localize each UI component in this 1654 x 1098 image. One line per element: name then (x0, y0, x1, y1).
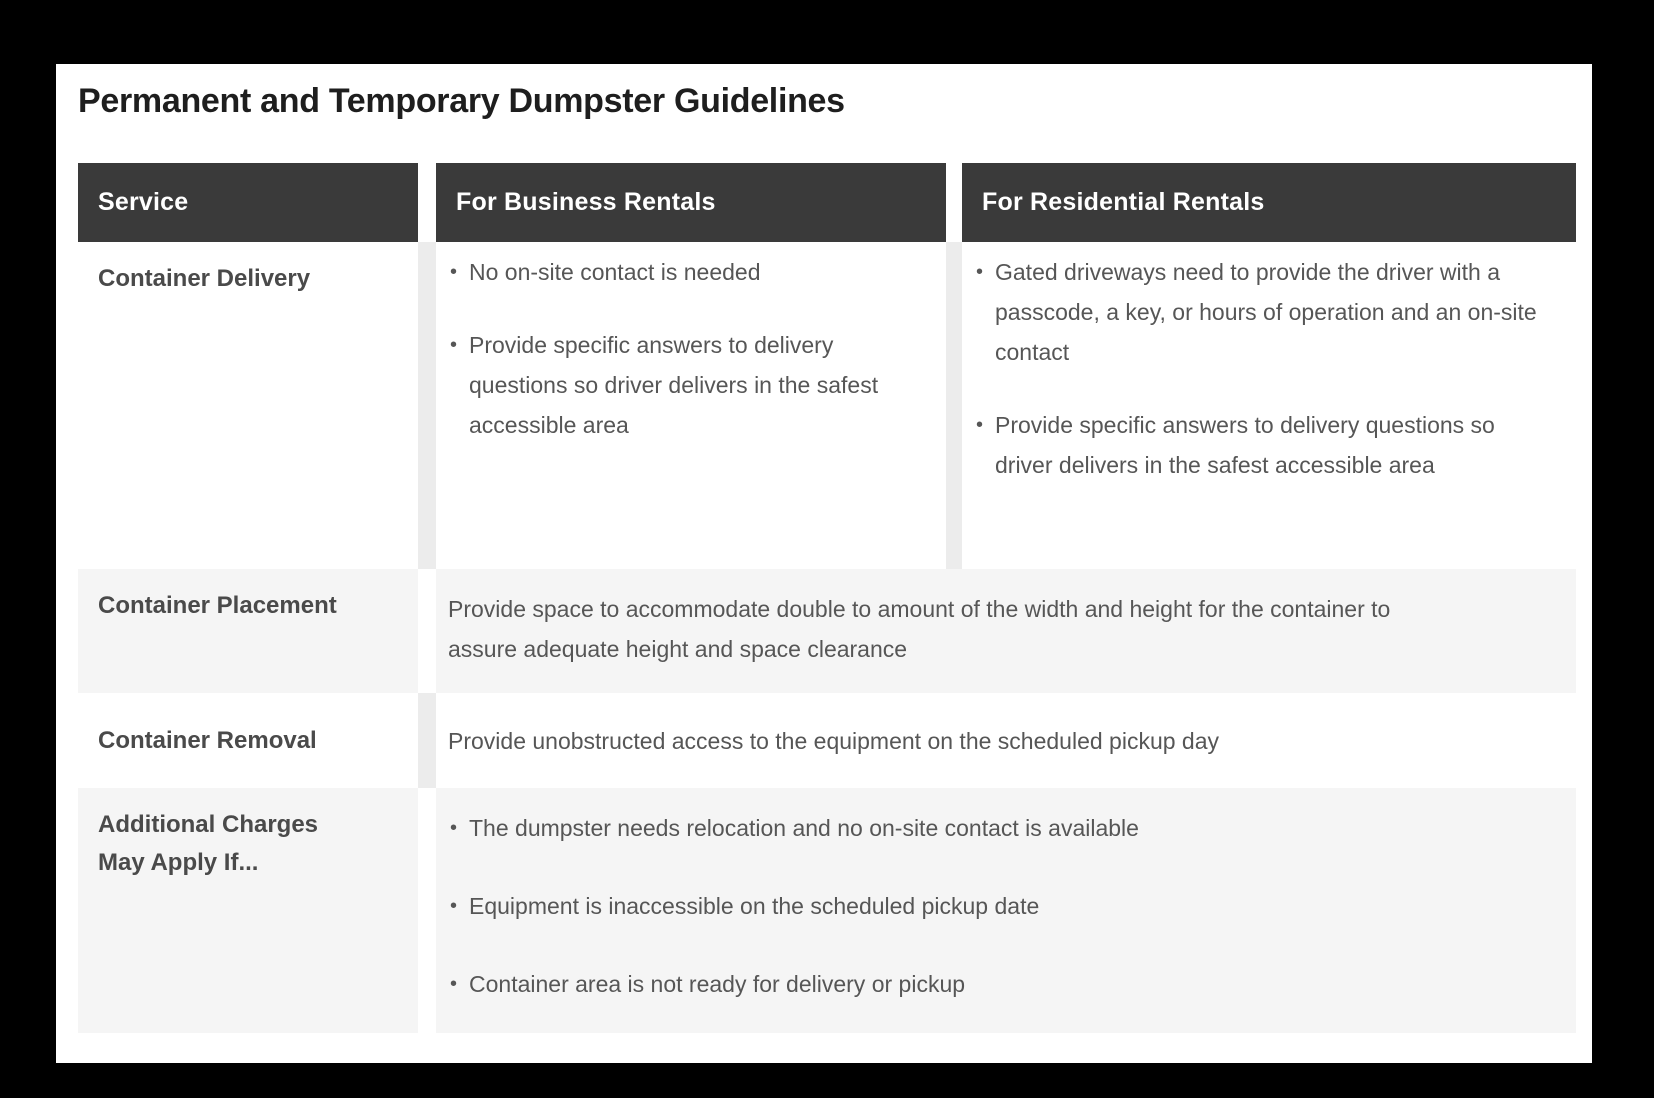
list-item-text: The dumpster needs relocation and no on-site contact is available (469, 815, 1139, 841)
column-divider (418, 693, 436, 788)
column-header-business: For Business Rentals (436, 163, 946, 242)
row-label-text: Additional Charges May Apply If... (98, 811, 319, 876)
column-header-service: Service (78, 163, 418, 242)
column-divider (946, 242, 962, 569)
row-label-additional-charges (78, 788, 418, 1033)
cell-text: Provide space to accommodate double to amount of the width and height for the container to assure adequate height and space clearance (448, 596, 1391, 662)
list-item-text: Container area is not ready for delivery or pickup (469, 971, 966, 997)
list-item-text: Provide specific answers to delivery questions so driver delivers in the safest accessible area (469, 332, 879, 438)
column-divider (418, 242, 436, 569)
row-label-text: Container Delivery (98, 265, 311, 292)
page-title: Permanent and Temporary Dumpster Guidelines (78, 82, 845, 120)
cell-placement-text (436, 569, 1576, 693)
list-item-text: Gated driveways need to provide the driver with a passcode, a key, or hours of operation and an on-site contact (995, 259, 1537, 365)
row-label-container-removal (78, 693, 418, 788)
row-label-container-delivery (78, 242, 418, 569)
bullet-icon: • (450, 973, 458, 995)
bullet-icon: • (450, 261, 458, 283)
row-label-container-placement (78, 569, 418, 693)
list-item-text: Provide specific answers to delivery questions so driver delivers in the safest accessible area (995, 412, 1495, 478)
list-item (974, 252, 1556, 372)
cell-delivery-business (436, 242, 946, 569)
guidelines-table (78, 163, 1576, 1033)
list-item-text: No on-site contact is needed (469, 259, 761, 285)
column-header-residential: For Residential Rentals (962, 163, 1576, 242)
bullet-icon: • (450, 895, 458, 917)
list-item (974, 405, 1556, 485)
bullet-icon: • (976, 414, 984, 436)
guidelines-card (56, 64, 1592, 1063)
cell-delivery-residential (962, 242, 1576, 569)
list-item (448, 886, 1556, 926)
list-item-text: Equipment is inaccessible on the scheduled pickup date (469, 893, 1040, 919)
cell-text: Provide unobstructed access to the equipment on the scheduled pickup day (448, 727, 1219, 754)
cell-additional-charges (436, 788, 1576, 1033)
list-item (448, 808, 1556, 848)
list-item (448, 964, 1556, 1004)
cell-removal-text (436, 693, 1576, 788)
list-item (448, 325, 926, 445)
row-label-text: Container Removal (98, 726, 317, 754)
bullet-icon: • (450, 817, 458, 839)
bullet-icon: • (976, 261, 984, 283)
bullet-icon: • (450, 334, 458, 356)
list-item (448, 252, 926, 292)
row-label-text: Container Placement (98, 592, 337, 619)
